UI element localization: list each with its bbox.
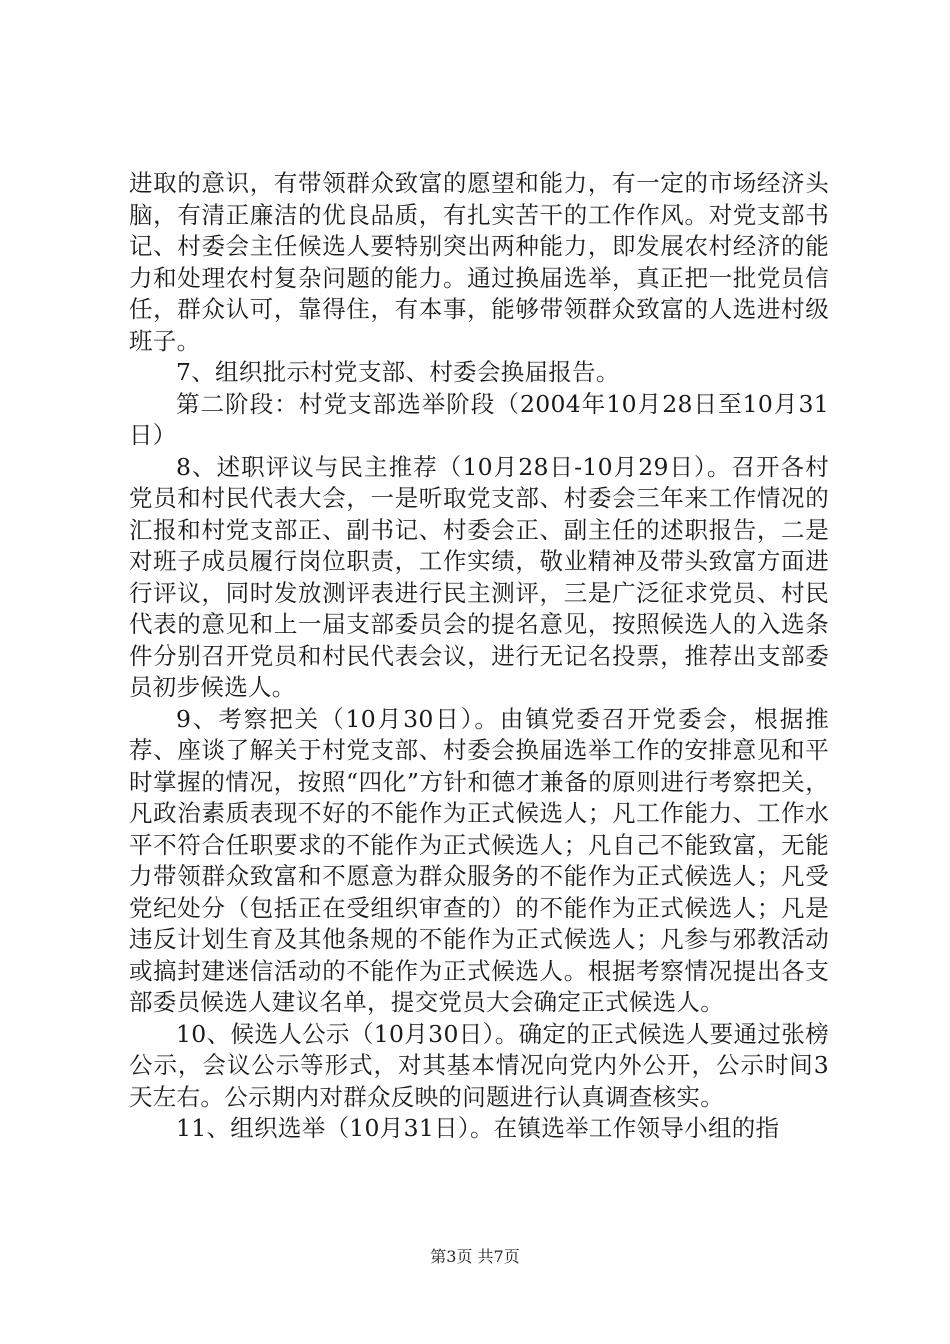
paragraph-item-8: 8、述职评议与民主推荐（10月28日-10月29日）。召开各村党员和村民代表大会，一是听取党支部、村委会三年来工作情况的汇报和村党支部正、副书记、村委会正、副主任的述职报告，二是对班子成员履行岗位职责，工作实绩，敬业精神及带头致富方面进行评议，同时发放测评表进行民主测评，三是广泛征求党员、村民代表的意见和上一届支部委员会的提名意见，按照候选人的入选条件分别召开党员和村民代表会议，进行无记名投票，推荐出支部委员初步候选人。	[129, 452, 829, 701]
page-number-footer: 第3页 共7页	[430, 1247, 520, 1266]
paragraph-item-9: 9、考察把关（10月30日）。由镇党委召开党委会，根据推荐、座谈了解关于村党支部、村委会换届选举工作的安排意见和平时掌握的情况，按照“四化”方针和德才兼备的原则进行考察把关，凡政治素质表现不好的不能作为正式候选人；凡工作能力、工作水平不符合任职要求的不能作为正式候选人；凡自己不能致富，无能力带领群众致富和不愿意为群众服务的不能作为正式候选人；凡受党纪处分（包括正在受组织审查的）的不能作为正式候选人；凡是违反计划生育及其他条规的不能作为正式候选人；凡参与邪教活动或搞封建迷信活动的不能作为正式候选人。根据考察情况提出各支部委员候选人建议名单，提交党员大会确定正式候选人。	[129, 704, 829, 1016]
paragraph-item-7: 7、组织批示村党支部、村委会换届报告。	[176, 358, 620, 386]
document-body	[129, 168, 829, 1145]
paragraph-continuation: 进取的意识，有带领群众致富的愿望和能力，有一定的市场经济头脑，有清正廉洁的优良品质，有扎实苦干的工作作风。对党支部书记、村委会主任候选人要特别突出两种能力，即发展农村经济的能力和处理农村复杂问题的能力。通过换届选举，真正把一批党员信任，群众认可，靠得住，有本事，能够带领群众致富的人选进村级班子。	[129, 169, 829, 355]
paragraph-stage-two-heading: 第二阶段：村党支部选举阶段（2004年10月28日至10月31日）	[129, 389, 829, 449]
paragraph-item-11: 11、组织选举（10月31日）。在镇选举工作领导小组的指	[176, 1114, 780, 1142]
paragraph-item-10: 10、候选人公示（10月30日）。确定的正式候选人要通过张榜公示，会议公示等形式，对其基本情况向党内外公开，公示时间3天左右。公示期内对群众反映的问题进行认真调查核实。	[129, 1019, 829, 1111]
